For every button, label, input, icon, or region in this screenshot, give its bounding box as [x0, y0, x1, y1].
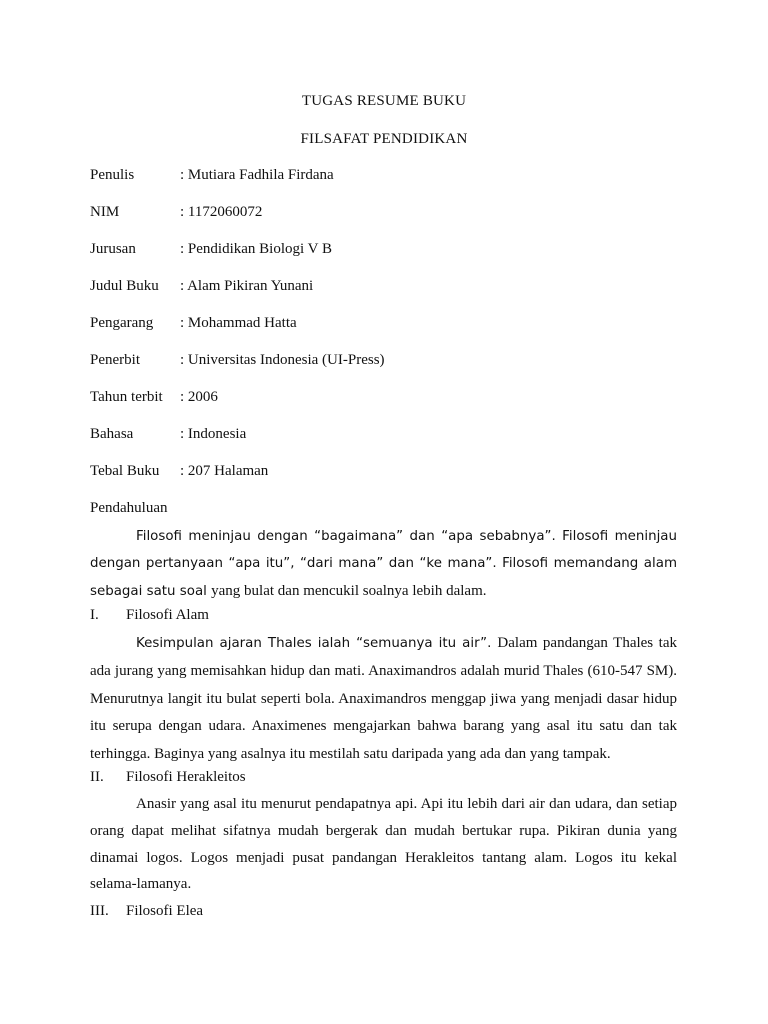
meta-label: Penerbit: [90, 352, 140, 368]
document-title: TUGAS RESUME BUKU: [301, 93, 467, 109]
meta-row-jurusan: [90, 241, 690, 261]
meta-row-tebal-buku: [90, 463, 690, 483]
meta-label: Tahun terbit: [90, 389, 163, 405]
meta-value: : Mutiara Fadhila Firdana: [180, 167, 334, 183]
meta-value: : Alam Pikiran Yunani: [180, 278, 314, 294]
meta-value: : 2006: [180, 389, 218, 405]
meta-row-bahasa: [90, 426, 690, 446]
section-title: Filosofi Elea: [126, 903, 204, 919]
meta-row-penulis: [90, 167, 690, 187]
meta-row-penerbit: [90, 352, 690, 372]
meta-value: : 207 Halaman: [180, 463, 269, 479]
section-title: Filosofi Alam: [126, 607, 209, 623]
meta-value: : Universitas Indonesia (UI-Press): [180, 352, 385, 368]
section-paragraph: [90, 791, 677, 898]
meta-row-nim: [90, 204, 690, 224]
intro-heading: Pendahuluan: [90, 500, 168, 516]
meta-label: NIM: [90, 204, 120, 220]
meta-value: : 1172060072: [180, 204, 263, 220]
section-number: I.: [90, 607, 99, 623]
meta-value: : Indonesia: [180, 426, 247, 442]
section-text: Anasir yang asal itu menurut pendapatnya api. Api itu lebih dari air dan udara, dan setiap orang dapat melihat sifatnya mudah bergerak dan mudah bertukar rupa. Pikiran dunia yang dinamai logos. Logos menjadi pusat pandangan Herakleitos tantang alam. Logos itu kekal selama-lamanya.: [90, 796, 677, 893]
intro-text: Filosofi meninjau dengan “bagaimana” dan “apa sebabnya”. Filosofi meninjau dengan pertanyaan “apa itu”, “dari mana” dan “ke mana”. Filosofi memandang alam sebagai satu soal: [90, 529, 677, 599]
meta-label: Jurusan: [90, 241, 136, 257]
intro-text-end: yang bulat dan mencukil soalnya lebih dalam.: [211, 582, 487, 599]
meta-row-tahun-terbit: [90, 389, 690, 409]
meta-value: : Mohammad Hatta: [180, 315, 297, 331]
meta-label: Pengarang: [90, 315, 154, 331]
section-number: II.: [90, 769, 104, 785]
meta-label: Bahasa: [90, 426, 134, 442]
meta-label: Tebal Buku: [90, 463, 160, 479]
document-subtitle: FILSAFAT PENDIDIKAN: [300, 131, 468, 147]
section-number: III.: [90, 903, 109, 919]
meta-value: : Pendidikan Biologi V B: [180, 241, 332, 257]
intro-paragraph: [90, 524, 677, 605]
meta-label: Judul Buku: [90, 278, 159, 294]
meta-row-judul-buku: [90, 278, 690, 298]
meta-label: Penulis: [90, 167, 135, 183]
section-paragraph: [90, 630, 677, 769]
section-title: Filosofi Herakleitos: [126, 769, 246, 785]
section-text: Kesimpulan ajaran Thales ialah “semuanya itu air”.: [136, 636, 492, 651]
meta-row-pengarang: [90, 315, 690, 335]
section-text-cont: Dalam pandangan Thales tak ada jurang yang memisahkan hidup dan mati. Anaximandros adalah murid Thales (610-547 SM). Menurutnya langit itu bulat seperti bola. Anaximandros menggap jiwa yang menjadi dasar hidup itu serupa dengan udara. Anaximenes mengajarkan bahwa barang yang asal itu satu dan tak terhingga. Baginya yang asalnya itu mestilah satu daripada yang ada dan yang tampak.: [90, 635, 677, 763]
